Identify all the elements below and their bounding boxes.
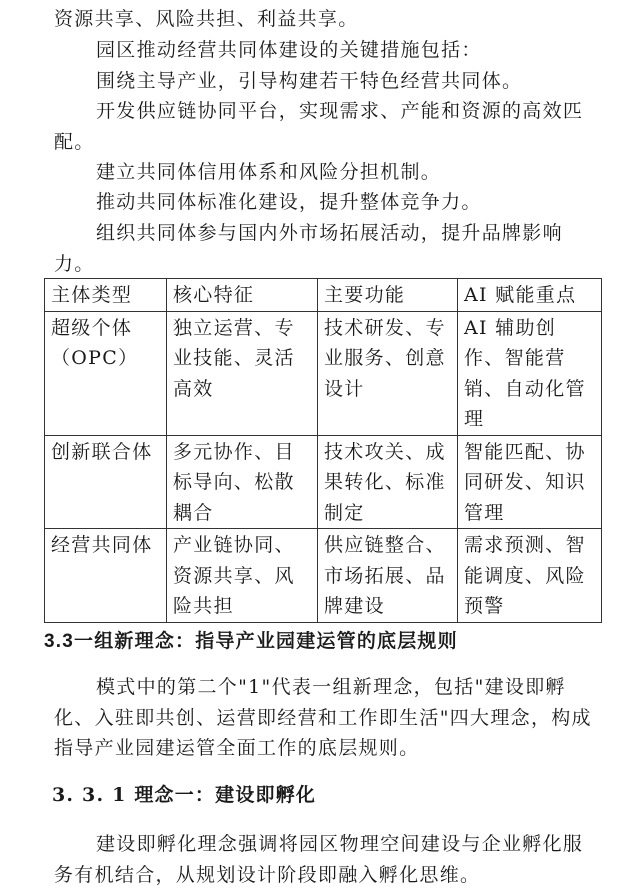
table-cell: 需求预测、智能调度、风险预警 — [458, 529, 602, 623]
table-cell: 产业链协同、资源共享、风险共担 — [167, 529, 318, 623]
paragraph-continued: 资源共享、风险共担、利益共享。 — [54, 8, 359, 30]
table-cell: 独立运营、专业技能、灵活高效 — [167, 311, 318, 435]
paragraph-measure-1: 围绕主导产业，引导构建若干特色经营共同体。 — [96, 70, 523, 92]
paragraph-key-measures-intro: 园区推动经营共同体建设的关键措施包括： — [96, 39, 482, 61]
paragraph-section-3-3: 模式中的第二个"1"代表一组新理念，包括"建设即孵化、入驻即共创、运营即经营和工作即生活"四大理念，构成指导产业园建运管全面工作的底层规则。 — [54, 676, 592, 759]
entity-types-table — [44, 278, 602, 623]
table-row — [45, 311, 602, 435]
table-header-cell: AI 赋能重点 — [458, 279, 602, 312]
section-title: 一组新理念：指导产业园建运管的底层规则 — [74, 630, 458, 652]
table-cell: 超级个体（OPC） — [45, 311, 167, 435]
table-header-cell: 主体类型 — [45, 279, 167, 312]
table-cell: AI 辅助创作、智能营销、自动化管理 — [458, 311, 602, 435]
table-cell: 技术研发、专业服务、创意设计 — [318, 311, 458, 435]
paragraph-measure-4: 推动共同体标准化建设，提升整体竞争力。 — [96, 191, 482, 213]
table-cell: 多元协作、目标导向、松散耦合 — [167, 435, 318, 529]
table-row — [45, 529, 602, 623]
table-cell: 经营共同体 — [45, 529, 167, 623]
section-number: 3.3 — [44, 631, 75, 652]
paragraph-section-3-3-1: 建设即孵化理念强调将园区物理空间建设与企业孵化服务有机结合，从规划设计阶段即融入孵化思维。 — [54, 833, 584, 886]
table-cell: 智能匹配、协同研发、知识管理 — [458, 435, 602, 529]
paragraph-measure-3: 建立共同体信用体系和风险分担机制。 — [96, 161, 442, 183]
table-header-row — [45, 279, 602, 312]
table-cell: 供应链整合、市场拓展、品牌建设 — [318, 529, 458, 623]
table-row — [45, 435, 602, 529]
table-cell: 创新联合体 — [45, 435, 167, 529]
section-heading-3-3-1: 3. 3. 1 理念一：建设即孵化 — [52, 784, 317, 806]
table-cell: 技术攻关、成果转化、标准制定 — [318, 435, 458, 529]
table-header-cell: 主要功能 — [318, 279, 458, 312]
paragraph-measure-2: 开发供应链协同平台，实现需求、产能和资源的高效匹配。 — [54, 100, 584, 153]
table-header-cell: 核心特征 — [167, 279, 318, 312]
paragraph-measure-5: 组织共同体参与国内外市场拓展活动，提升品牌影响力。 — [54, 222, 563, 275]
section-heading-3-3 — [44, 626, 458, 657]
